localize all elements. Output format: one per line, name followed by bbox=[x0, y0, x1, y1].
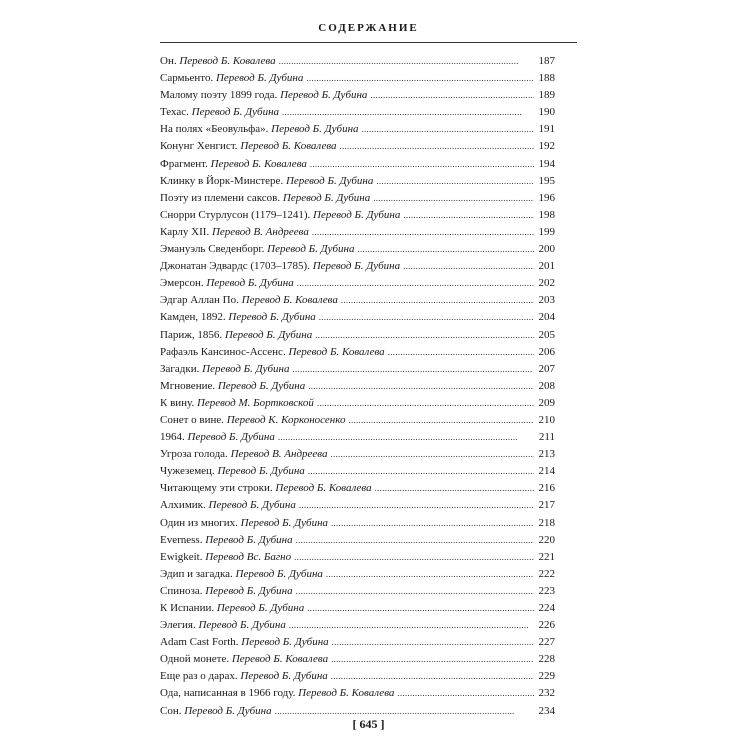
toc-entry bbox=[160, 446, 555, 463]
toc-entry-translator: Перевод В. Андреева bbox=[230, 448, 328, 461]
dot-leader bbox=[331, 668, 534, 685]
dot-leader bbox=[397, 685, 534, 702]
toc-entry-translator: Перевод Б. Дубина bbox=[202, 362, 290, 375]
toc-entry-title bbox=[160, 190, 370, 207]
dot-leader bbox=[315, 327, 534, 344]
toc-entry-work: Камден, 1892. bbox=[160, 311, 229, 324]
toc-entry-title bbox=[160, 104, 279, 121]
toc-entry bbox=[160, 532, 555, 549]
toc-entry-page: 195 bbox=[538, 174, 555, 187]
toc-entry-work: Еще раз о дарах. bbox=[160, 670, 241, 683]
toc-entry bbox=[160, 87, 555, 104]
dot-leader bbox=[296, 583, 534, 600]
dot-leader bbox=[312, 224, 534, 241]
toc-entry bbox=[160, 190, 555, 207]
dot-leader bbox=[319, 309, 534, 326]
toc-entry-page: 209 bbox=[538, 396, 555, 409]
toc-entry bbox=[160, 344, 555, 361]
toc-entry-page: 198 bbox=[538, 208, 555, 221]
toc-entry-work: Элегия. bbox=[160, 619, 199, 632]
toc-entry-title bbox=[160, 617, 286, 634]
toc-entry-work: На полях «Беовульфа». bbox=[160, 123, 272, 136]
toc-entry bbox=[160, 378, 555, 395]
dot-leader bbox=[376, 173, 534, 190]
dot-leader bbox=[340, 138, 534, 155]
toc-entry-work: Поэту из племени саксов. bbox=[160, 191, 283, 204]
toc-entry bbox=[160, 549, 555, 566]
toc-entry-title bbox=[160, 685, 394, 702]
toc-entry-work: 1964. bbox=[160, 431, 188, 444]
toc-entry-work: Сон. bbox=[160, 704, 185, 717]
toc-entry-title bbox=[160, 70, 303, 87]
toc-entry-title bbox=[160, 258, 400, 275]
toc-entry-work: Париж, 1856. bbox=[160, 328, 225, 341]
table-of-contents bbox=[160, 53, 555, 720]
toc-entry-translator: Перевод Б. Ковалева bbox=[275, 482, 372, 495]
toc-entry bbox=[160, 156, 555, 173]
toc-entry-page: 188 bbox=[538, 72, 555, 85]
dot-leader bbox=[307, 600, 534, 617]
dot-leader bbox=[332, 634, 534, 651]
toc-entry-title bbox=[160, 549, 291, 566]
toc-entry-work: Эдип и загадка. bbox=[160, 567, 236, 580]
toc-entry-page: 196 bbox=[538, 191, 555, 204]
header-divider bbox=[160, 42, 577, 43]
toc-entry-title bbox=[160, 429, 275, 446]
toc-entry-page: 224 bbox=[538, 602, 555, 614]
toc-entry bbox=[160, 395, 555, 412]
toc-entry-title bbox=[160, 224, 309, 241]
toc-entry-translator: Перевод Б. Дубина bbox=[205, 584, 293, 597]
toc-entry-title bbox=[160, 463, 305, 480]
dot-leader bbox=[299, 497, 534, 514]
toc-entry-translator: Перевод Б. Дубина bbox=[312, 260, 401, 273]
dot-leader bbox=[375, 480, 534, 497]
toc-entry-title bbox=[160, 378, 305, 395]
toc-entry-translator: Перевод Б. Дубина bbox=[206, 277, 294, 290]
toc-entry-title bbox=[160, 480, 372, 497]
toc-entry-translator: Перевод Б. Дубина bbox=[198, 619, 286, 632]
toc-entry-work: Рафаэль Кансинос-Ассенс. bbox=[160, 345, 289, 358]
toc-entry-translator: Перевод Вс. Багно bbox=[205, 550, 292, 563]
dot-leader bbox=[308, 378, 534, 395]
toc-entry bbox=[160, 634, 555, 651]
toc-entry-translator: Перевод Б. Дубина bbox=[191, 106, 280, 119]
toc-entry-page: 190 bbox=[538, 106, 555, 119]
dot-leader bbox=[308, 463, 534, 480]
toc-entry-work: Клинку в Йорк-Минстере. bbox=[160, 174, 286, 187]
toc-entry-title bbox=[160, 583, 293, 600]
toc-entry-translator: Перевод Б. Дубина bbox=[215, 72, 304, 85]
toc-entry bbox=[160, 241, 555, 258]
toc-entry bbox=[160, 515, 555, 532]
toc-entry-page: 202 bbox=[538, 277, 555, 290]
dot-leader bbox=[403, 258, 534, 275]
toc-entry-page: 229 bbox=[538, 670, 555, 683]
toc-entry-page: 192 bbox=[538, 140, 555, 153]
toc-entry-page: 199 bbox=[538, 225, 555, 238]
toc-entry bbox=[160, 617, 555, 634]
toc-entry-page: 216 bbox=[538, 482, 555, 495]
toc-entry bbox=[160, 668, 555, 685]
toc-entry-translator: Перевод Б. Дубина bbox=[217, 465, 305, 478]
dot-leader bbox=[341, 292, 534, 309]
toc-entry bbox=[160, 53, 555, 70]
toc-entry-translator: Перевод Б. Ковалева bbox=[210, 157, 307, 170]
toc-entry-title bbox=[160, 651, 328, 668]
toc-entry-translator: Перевод Б. Ковалева bbox=[241, 294, 338, 307]
toc-entry-translator: Перевод Б. Дубина bbox=[313, 208, 401, 221]
toc-entry-page: 200 bbox=[538, 243, 555, 256]
toc-entry-title bbox=[160, 361, 290, 378]
dot-leader bbox=[278, 429, 534, 446]
toc-entry-page: 228 bbox=[538, 653, 555, 666]
toc-entry bbox=[160, 138, 555, 155]
toc-entry-work: Джонатан Эдвардс (1703–1785). bbox=[160, 260, 313, 273]
toc-entry-work: Спиноза. bbox=[160, 584, 206, 597]
dot-leader bbox=[279, 53, 534, 70]
toc-entry-title bbox=[160, 412, 345, 429]
toc-entry bbox=[160, 207, 555, 224]
page-number: [ 645 ] bbox=[352, 717, 385, 731]
toc-entry-page: 189 bbox=[538, 89, 555, 102]
dot-leader bbox=[282, 104, 534, 121]
toc-entry-page: 187 bbox=[538, 55, 555, 67]
toc-entry-translator: Перевод Б. Дубина bbox=[184, 704, 272, 717]
toc-entry-translator: Перевод Б. Дубина bbox=[267, 243, 355, 256]
toc-entry-work: Ewigkeit. bbox=[160, 550, 206, 563]
toc-entry-page: 217 bbox=[538, 499, 555, 512]
toc-entry-title bbox=[160, 497, 296, 514]
toc-entry-work: Загадки. bbox=[160, 362, 203, 375]
dot-leader bbox=[403, 207, 534, 224]
dot-leader bbox=[331, 515, 534, 532]
toc-entry-title bbox=[160, 173, 373, 190]
dot-leader bbox=[370, 87, 534, 104]
toc-entry-work: Мгновение. bbox=[160, 379, 218, 392]
toc-entry-title bbox=[160, 566, 323, 583]
toc-entry-translator: Перевод В. Андреева bbox=[211, 225, 309, 238]
dot-leader bbox=[317, 395, 534, 412]
toc-entry-translator: Перевод Б. Ковалева bbox=[298, 687, 395, 700]
toc-entry bbox=[160, 309, 555, 326]
toc-entry-translator: Перевод Б. Дубина bbox=[208, 499, 296, 512]
dot-leader bbox=[306, 70, 534, 87]
toc-entry-translator: Перевод Б. Дубина bbox=[224, 328, 313, 341]
toc-entry-translator: Перевод Б. Дубина bbox=[280, 89, 368, 102]
toc-entry bbox=[160, 327, 555, 344]
toc-entry-title bbox=[160, 668, 328, 685]
dot-leader bbox=[296, 532, 534, 549]
toc-entry-page: 206 bbox=[538, 345, 555, 358]
dot-leader bbox=[293, 361, 535, 378]
toc-entry-work: Техас. bbox=[160, 106, 192, 119]
toc-entry-work: Он. bbox=[160, 55, 180, 67]
toc-entry-work: Эдгар Аллан По. bbox=[160, 294, 242, 307]
toc-entry-title bbox=[160, 634, 329, 651]
dot-leader bbox=[297, 275, 534, 292]
toc-entry-work: Фрагмент. bbox=[160, 157, 211, 170]
toc-entry-page: 205 bbox=[538, 328, 555, 341]
toc-entry-title bbox=[160, 156, 307, 173]
toc-entry-page: 204 bbox=[538, 311, 555, 324]
dot-leader bbox=[388, 344, 534, 361]
toc-entry-work: Конунг Хенгист. bbox=[160, 140, 241, 153]
toc-entry-page: 191 bbox=[538, 123, 555, 136]
toc-entry-translator: Перевод Б. Ковалева bbox=[179, 55, 276, 67]
toc-entry bbox=[160, 429, 555, 446]
toc-entry-page: 211 bbox=[538, 431, 555, 444]
toc-entry bbox=[160, 224, 555, 241]
toc-entry-translator: Перевод Б. Дубина bbox=[240, 670, 328, 683]
toc-entry-page: 223 bbox=[538, 584, 555, 597]
toc-entry bbox=[160, 173, 555, 190]
toc-entry bbox=[160, 497, 555, 514]
toc-entry-title bbox=[160, 241, 355, 258]
toc-entry-work: Одной монете. bbox=[160, 653, 232, 666]
toc-entry bbox=[160, 583, 555, 600]
toc-entry-work: Карлу XII. bbox=[160, 225, 212, 238]
dot-leader bbox=[348, 412, 534, 429]
dot-leader bbox=[326, 566, 534, 583]
toc-entry-translator: Перевод Б. Дубина bbox=[216, 602, 305, 614]
toc-entry-work: Эмерсон. bbox=[160, 277, 207, 290]
dot-leader bbox=[331, 651, 534, 668]
toc-entry-translator: Перевод Б. Дубина bbox=[205, 533, 293, 546]
toc-entry-title bbox=[160, 87, 367, 104]
toc-entry-page: 201 bbox=[538, 260, 555, 273]
dot-leader bbox=[289, 617, 534, 634]
dot-leader bbox=[362, 121, 534, 138]
toc-entry-translator: Перевод Б. Ковалева bbox=[240, 140, 337, 153]
toc-entry-page: 220 bbox=[538, 533, 555, 546]
toc-entry-translator: Перевод Б. Дубина bbox=[241, 636, 329, 649]
toc-entry-title bbox=[160, 600, 304, 617]
toc-entry-translator: Перевод Б. Ковалева bbox=[231, 653, 329, 666]
toc-entry-work: К Испании. bbox=[160, 602, 217, 614]
toc-entry-translator: Перевод Б. Дубина bbox=[228, 311, 316, 324]
toc-entry-page: 210 bbox=[538, 413, 555, 426]
toc-entry-work: Everness. bbox=[160, 533, 206, 546]
toc-entry bbox=[160, 480, 555, 497]
toc-entry-translator: Перевод Б. Дубина bbox=[235, 567, 323, 580]
toc-entry-title bbox=[160, 138, 337, 155]
toc-entry bbox=[160, 361, 555, 378]
dot-leader bbox=[331, 446, 535, 463]
toc-entry-translator: Перевод К. Корконосенко bbox=[226, 413, 346, 426]
toc-entry-work: Угроза голода. bbox=[160, 448, 231, 461]
dot-leader bbox=[310, 156, 534, 173]
toc-entry-translator: Перевод Б. Дубина bbox=[282, 191, 371, 204]
toc-entry-title bbox=[160, 207, 400, 224]
toc-entry-page: 227 bbox=[538, 636, 555, 649]
toc-entry-work: Алхимик. bbox=[160, 499, 209, 512]
toc-entry-title bbox=[160, 532, 293, 549]
toc-entry-work: Эмануэль Сведенборг. bbox=[160, 243, 268, 256]
toc-entry-title bbox=[160, 53, 276, 70]
toc-entry-translator: Перевод Б. Дубина bbox=[240, 516, 329, 529]
toc-entry-title bbox=[160, 446, 328, 463]
toc-entry-work: Сонет о вине. bbox=[160, 413, 227, 426]
toc-entry bbox=[160, 463, 555, 480]
toc-entry-page: 213 bbox=[538, 448, 555, 461]
toc-entry-page: 222 bbox=[538, 567, 555, 580]
toc-entry-work: Adam Cast Forth. bbox=[160, 636, 242, 649]
toc-entry bbox=[160, 70, 555, 87]
toc-entry-translator: Перевод Б. Дубина bbox=[271, 123, 359, 136]
toc-entry-page: 208 bbox=[538, 379, 555, 392]
toc-entry-title bbox=[160, 515, 328, 532]
toc-entry-work: Один из многих. bbox=[160, 516, 241, 529]
toc-entry-work: Сармьенто. bbox=[160, 72, 216, 85]
dot-leader bbox=[373, 190, 534, 207]
toc-entry-translator: Перевод Б. Дубина bbox=[217, 379, 306, 392]
toc-entry-page: 221 bbox=[538, 550, 555, 563]
toc-entry bbox=[160, 685, 555, 702]
page-header-title: СОДЕРЖАНИЕ bbox=[318, 22, 419, 34]
toc-entry-title bbox=[160, 344, 385, 361]
toc-entry-page: 234 bbox=[538, 704, 555, 717]
toc-entry-work: К вину. bbox=[160, 396, 197, 409]
toc-entry-translator: Перевод Б. Ковалева bbox=[288, 345, 385, 358]
toc-entry-title bbox=[160, 327, 312, 344]
dot-leader bbox=[358, 241, 534, 258]
toc-entry-page: 207 bbox=[538, 362, 555, 375]
toc-entry-page: 194 bbox=[538, 157, 555, 170]
toc-entry bbox=[160, 412, 555, 429]
toc-entry bbox=[160, 292, 555, 309]
toc-entry-page: 203 bbox=[538, 294, 555, 307]
toc-entry-page: 214 bbox=[538, 465, 555, 478]
toc-entry-title bbox=[160, 275, 294, 292]
toc-entry-translator: Перевод Б. Дубина bbox=[285, 174, 374, 187]
toc-entry bbox=[160, 600, 555, 617]
toc-entry bbox=[160, 566, 555, 583]
toc-entry-title bbox=[160, 121, 359, 138]
toc-entry-work: Снорри Стурлусон (1179–1241). bbox=[160, 208, 313, 221]
toc-entry bbox=[160, 121, 555, 138]
toc-entry bbox=[160, 104, 555, 121]
toc-entry-title bbox=[160, 309, 316, 326]
toc-entry-work: Малому поэту 1899 года. bbox=[160, 89, 281, 102]
toc-entry-title bbox=[160, 292, 338, 309]
toc-entry-page: 232 bbox=[538, 687, 555, 700]
toc-entry-title bbox=[160, 395, 314, 412]
dot-leader bbox=[294, 549, 534, 566]
toc-entry-translator: Перевод Б. Дубина bbox=[187, 431, 275, 444]
toc-entry-work: Ода, написанная в 1966 году. bbox=[160, 687, 299, 700]
toc-entry-translator: Перевод М. Бортковской bbox=[196, 396, 314, 409]
toc-entry bbox=[160, 651, 555, 668]
toc-entry-work: Чужеземец. bbox=[160, 465, 218, 478]
toc-entry bbox=[160, 258, 555, 275]
toc-entry-work: Читающему эти строки. bbox=[160, 482, 276, 495]
toc-entry-page: 218 bbox=[538, 516, 555, 529]
toc-entry-page: 226 bbox=[538, 619, 555, 632]
toc-entry bbox=[160, 275, 555, 292]
